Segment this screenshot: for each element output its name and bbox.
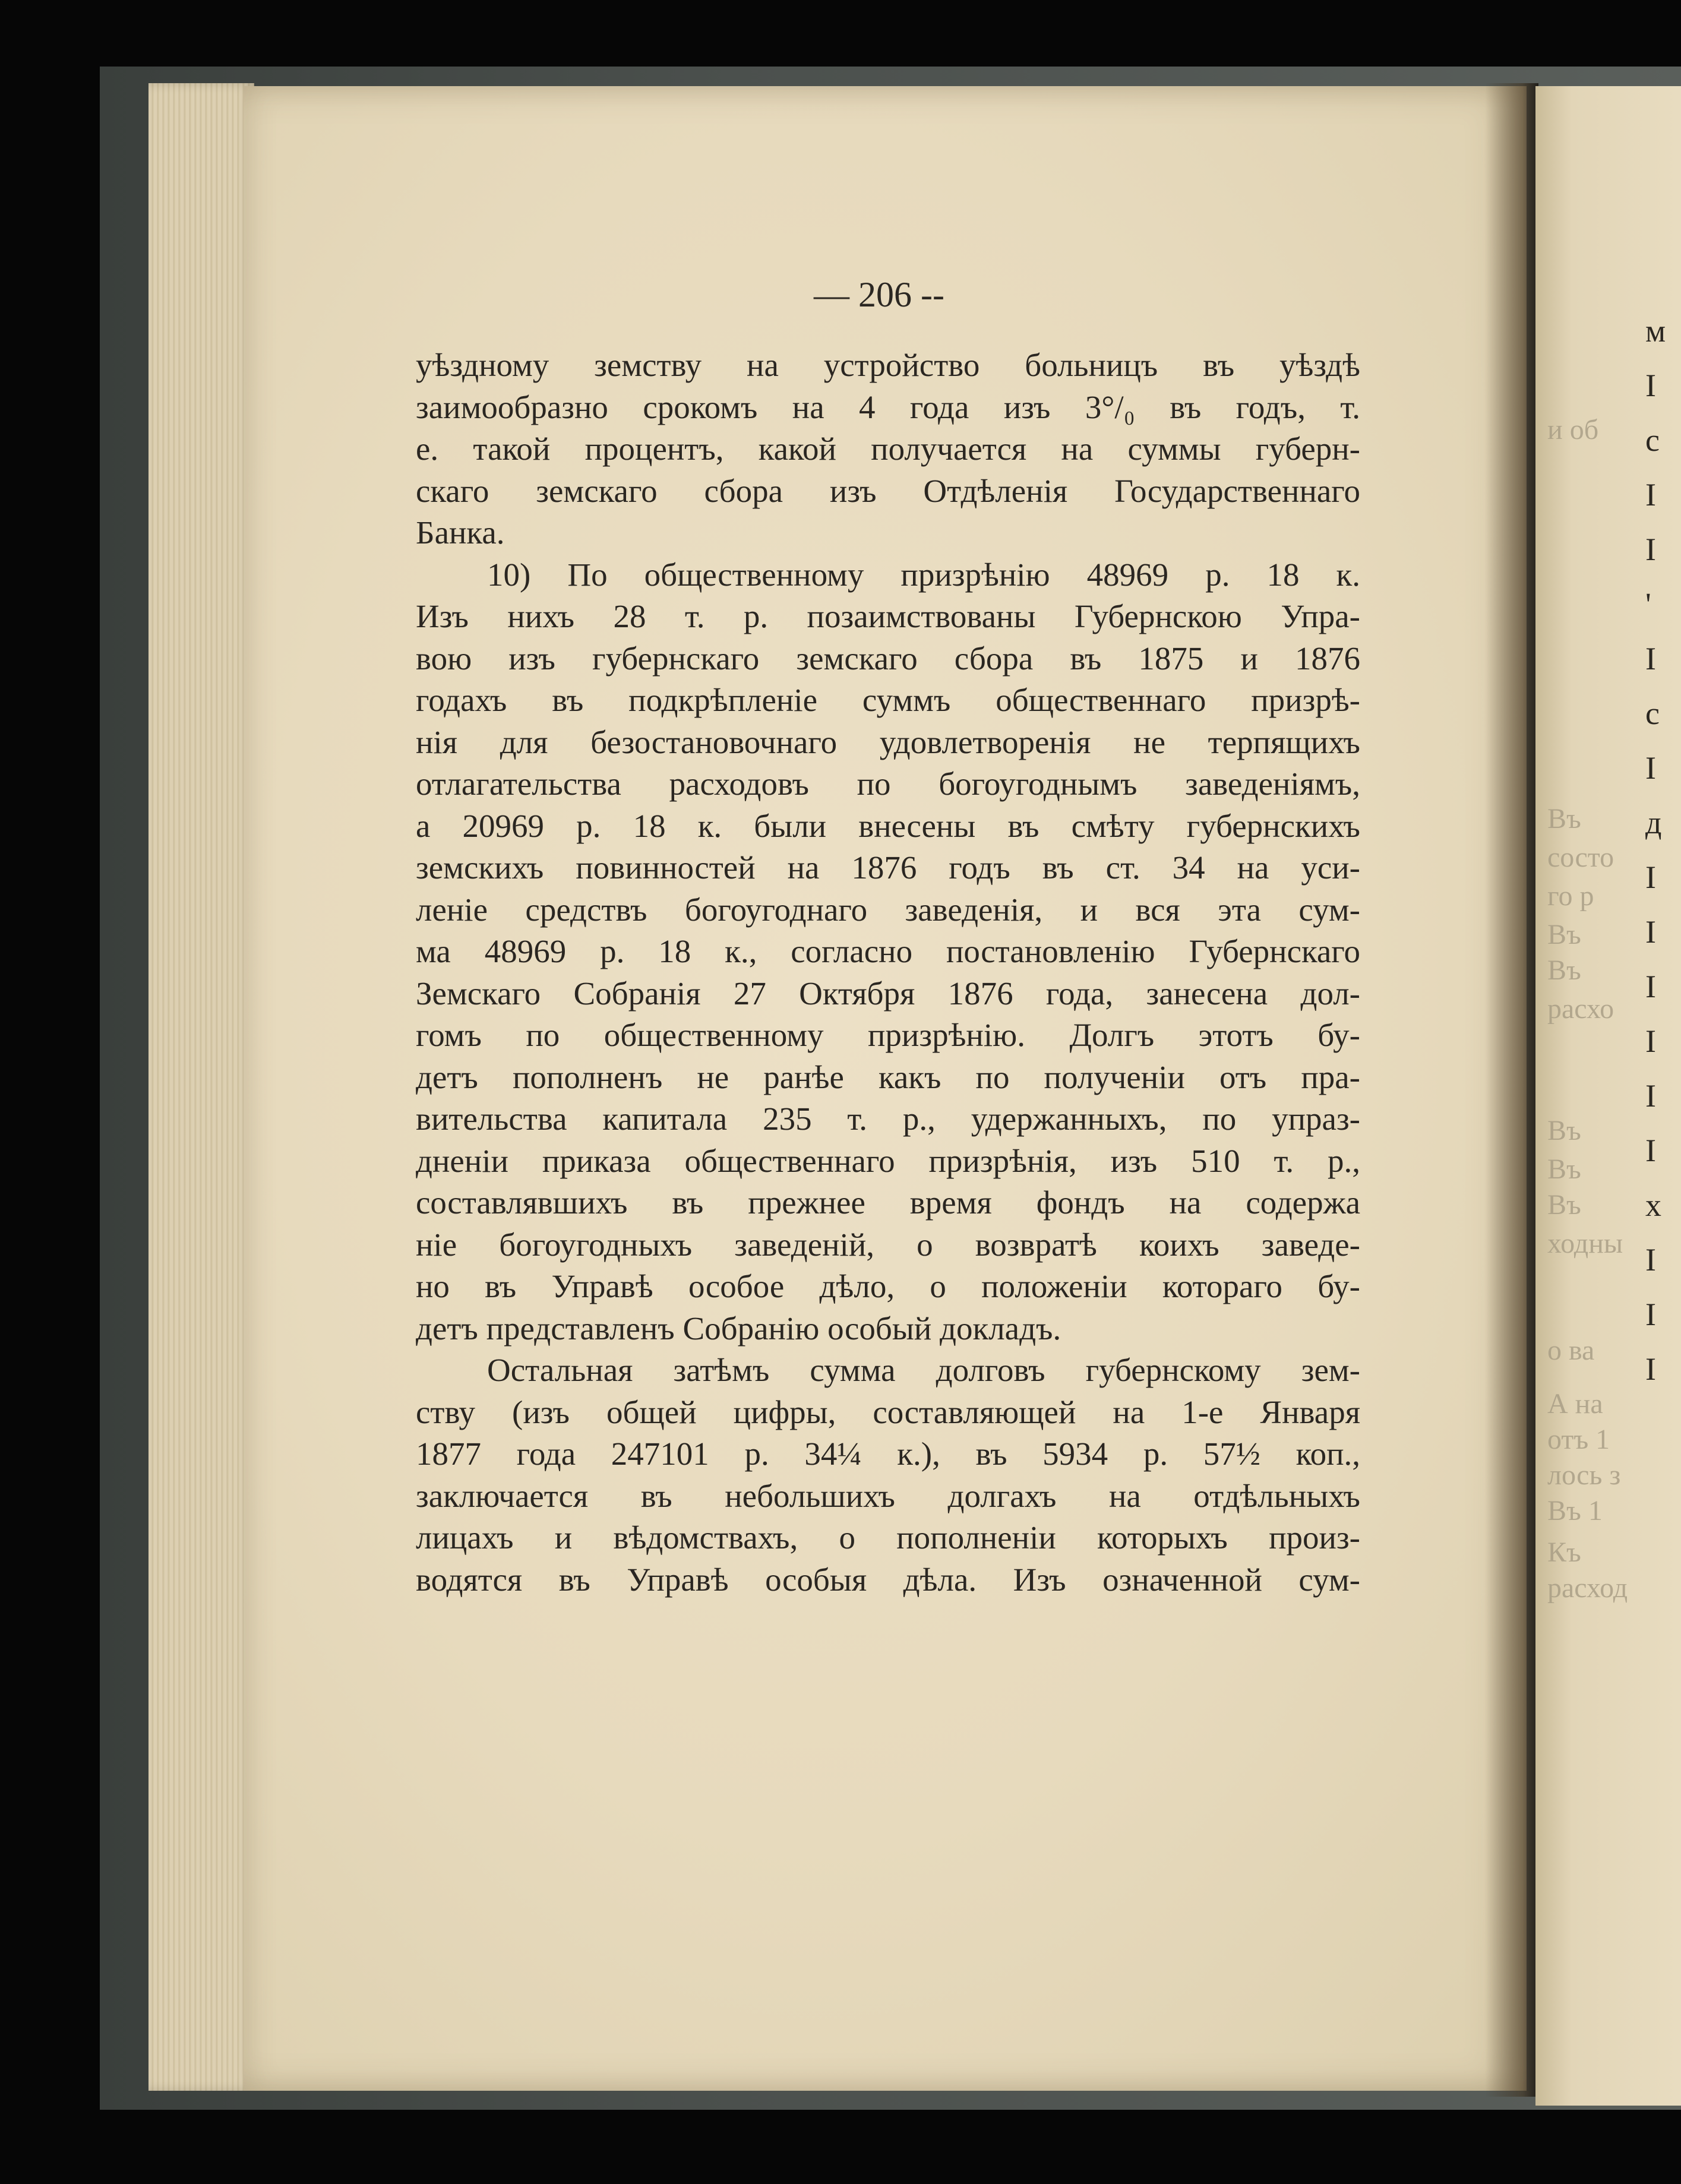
facing-edge-letter: I — [1645, 914, 1656, 950]
facing-edge-letter: с — [1645, 696, 1660, 731]
facing-text-fragment: Въ 1 — [1547, 1495, 1603, 1526]
text-line: гомъ по общественному призрѣнію. Долгъ этотъ бу- — [416, 1017, 1360, 1053]
text-line: дненіи приказа общественнаго призрѣнія, изъ 510 т. р., — [416, 1142, 1360, 1179]
facing-text-fragment: А на — [1547, 1388, 1603, 1420]
facing-edge-letter: ' — [1645, 586, 1651, 622]
text-line: годахъ въ подкрѣпленіе суммъ общественнаго призрѣ- — [416, 682, 1360, 718]
text-line: но въ Управѣ особое дѣло, о положеніи котораго бу- — [416, 1268, 1360, 1304]
facing-edge-letter: I — [1645, 1242, 1656, 1278]
facing-edge-letter: I — [1645, 859, 1656, 895]
text-line: лицахъ и вѣдомствахъ, о пополненіи которыхъ произ- — [416, 1519, 1360, 1556]
facing-text-fragment: расхо — [1547, 993, 1614, 1025]
text-line: вою изъ губернскаго земскаго сбора въ 1875 и 1876 — [416, 640, 1360, 677]
facing-edge-letter: I — [1645, 1023, 1656, 1059]
text-line: леніе средствъ богоугоднаго заведенія, и вся эта сум- — [416, 891, 1360, 928]
page-number-text: — 206 -- — [814, 275, 944, 314]
facing-edge-letter: I — [1645, 368, 1656, 403]
facing-text-fragment: Въ — [1547, 1189, 1581, 1221]
facing-edge-letter: I — [1645, 750, 1656, 786]
text-line: Банка. — [416, 514, 505, 551]
facing-text-fragment: ходны — [1547, 1228, 1623, 1259]
facing-edge-letter: I — [1645, 1351, 1656, 1387]
page-body-text — [416, 344, 1360, 1601]
text-line: ма 48969 р. 18 к., согласно постановленію Губернскаго — [416, 933, 1360, 969]
text-line: ніе богоугодныхъ заведеній, о возвратѣ коихъ заведе- — [416, 1226, 1360, 1263]
text-line: Земскаго Собранія 27 Октября 1876 года, занесена дол- — [416, 975, 1360, 1012]
text-line: вительства капитала 235 т. р., удержанныхъ, по упраз- — [416, 1101, 1360, 1137]
facing-text-fragment: Въ — [1547, 954, 1581, 986]
text-line: 10) По общественному призрѣнію 48969 р. 18 к. — [487, 556, 1360, 593]
facing-edge-letter: д — [1645, 805, 1662, 840]
text-line: Изъ нихъ 28 т. р. позаимствованы Губернскою Упра- — [416, 598, 1360, 634]
text-line: водятся въ Управѣ особыя дѣла. Изъ означенной сум- — [416, 1561, 1360, 1598]
text-line: детъ представленъ Собранію особый докладъ. — [416, 1310, 1061, 1347]
text-line: заимообразно срокомъ на 4 года изъ 3°/₀ въ годъ, т. — [416, 388, 1360, 425]
text-line: составлявшихъ въ прежнее время фондъ на содержа — [416, 1184, 1360, 1221]
facing-text-fragment: Въ — [1547, 1153, 1581, 1185]
gutter-shadow — [1485, 83, 1538, 2097]
text-line: уѣздному земству на устройство больницъ въ уѣздѣ — [416, 347, 1360, 383]
facing-text-fragment: о ва — [1547, 1335, 1595, 1366]
facing-edge-letter: м — [1645, 313, 1666, 349]
facing-text-fragment: Въ — [1547, 1115, 1581, 1146]
facing-edge-letter: I — [1645, 969, 1656, 1004]
facing-text-fragment: го р — [1547, 880, 1594, 912]
text-line: е. такой процентъ, какой получается на суммы губерн- — [416, 431, 1360, 467]
text-line: отлагательства расходовъ по богоугоднымъ заведеніямъ, — [416, 766, 1360, 802]
facing-text-fragment: Въ — [1547, 919, 1581, 950]
facing-text-fragment: Въ — [1547, 803, 1581, 835]
facing-page — [1535, 86, 1681, 2106]
page-edges — [148, 83, 254, 2091]
text-line: а 20969 р. 18 к. были внесены въ смѣту губернскихъ — [416, 807, 1360, 844]
text-line: детъ пополненъ не ранѣе какъ по полученіи отъ пра- — [416, 1058, 1360, 1095]
facing-edge-letter: I — [1645, 477, 1656, 513]
text-line: Остальная затѣмъ сумма долговъ губернскому зем- — [487, 1352, 1360, 1388]
facing-text-fragment: состо — [1547, 842, 1614, 873]
facing-text-fragment: расход — [1547, 1572, 1628, 1604]
facing-text-fragment: и об — [1547, 414, 1599, 445]
facing-edge-letter: I — [1645, 1297, 1656, 1332]
facing-edge-letter: с — [1645, 422, 1660, 458]
facing-edge-letter: I — [1645, 1133, 1656, 1168]
text-line: 1877 года 247101 р. 34¼ к.), въ 5934 р. 57½ коп., — [416, 1436, 1360, 1472]
facing-text-fragment: отъ 1 — [1547, 1424, 1610, 1455]
facing-edge-letter: I — [1645, 1078, 1656, 1114]
text-line: скаго земскаго сбора изъ Отдѣленія Государственнаго — [416, 472, 1360, 509]
facing-edge-letter: I — [1645, 532, 1656, 567]
text-line: заключается въ небольшихъ долгахъ на отдѣльныхъ — [416, 1477, 1360, 1514]
text-line: ству (изъ общей цифры, составляющей на 1-е Января — [416, 1393, 1360, 1430]
text-line: земскихъ повинностей на 1876 годъ въ ст. 34 на уси- — [416, 849, 1360, 886]
facing-edge-letter: х — [1645, 1187, 1661, 1223]
facing-edge-letter: I — [1645, 641, 1656, 677]
text-line: нія для безостановочнаго удовлетворенія не терпящихъ — [416, 723, 1360, 760]
facing-text-fragment: Къ — [1547, 1537, 1581, 1568]
facing-text-fragment: лось з — [1547, 1459, 1621, 1491]
